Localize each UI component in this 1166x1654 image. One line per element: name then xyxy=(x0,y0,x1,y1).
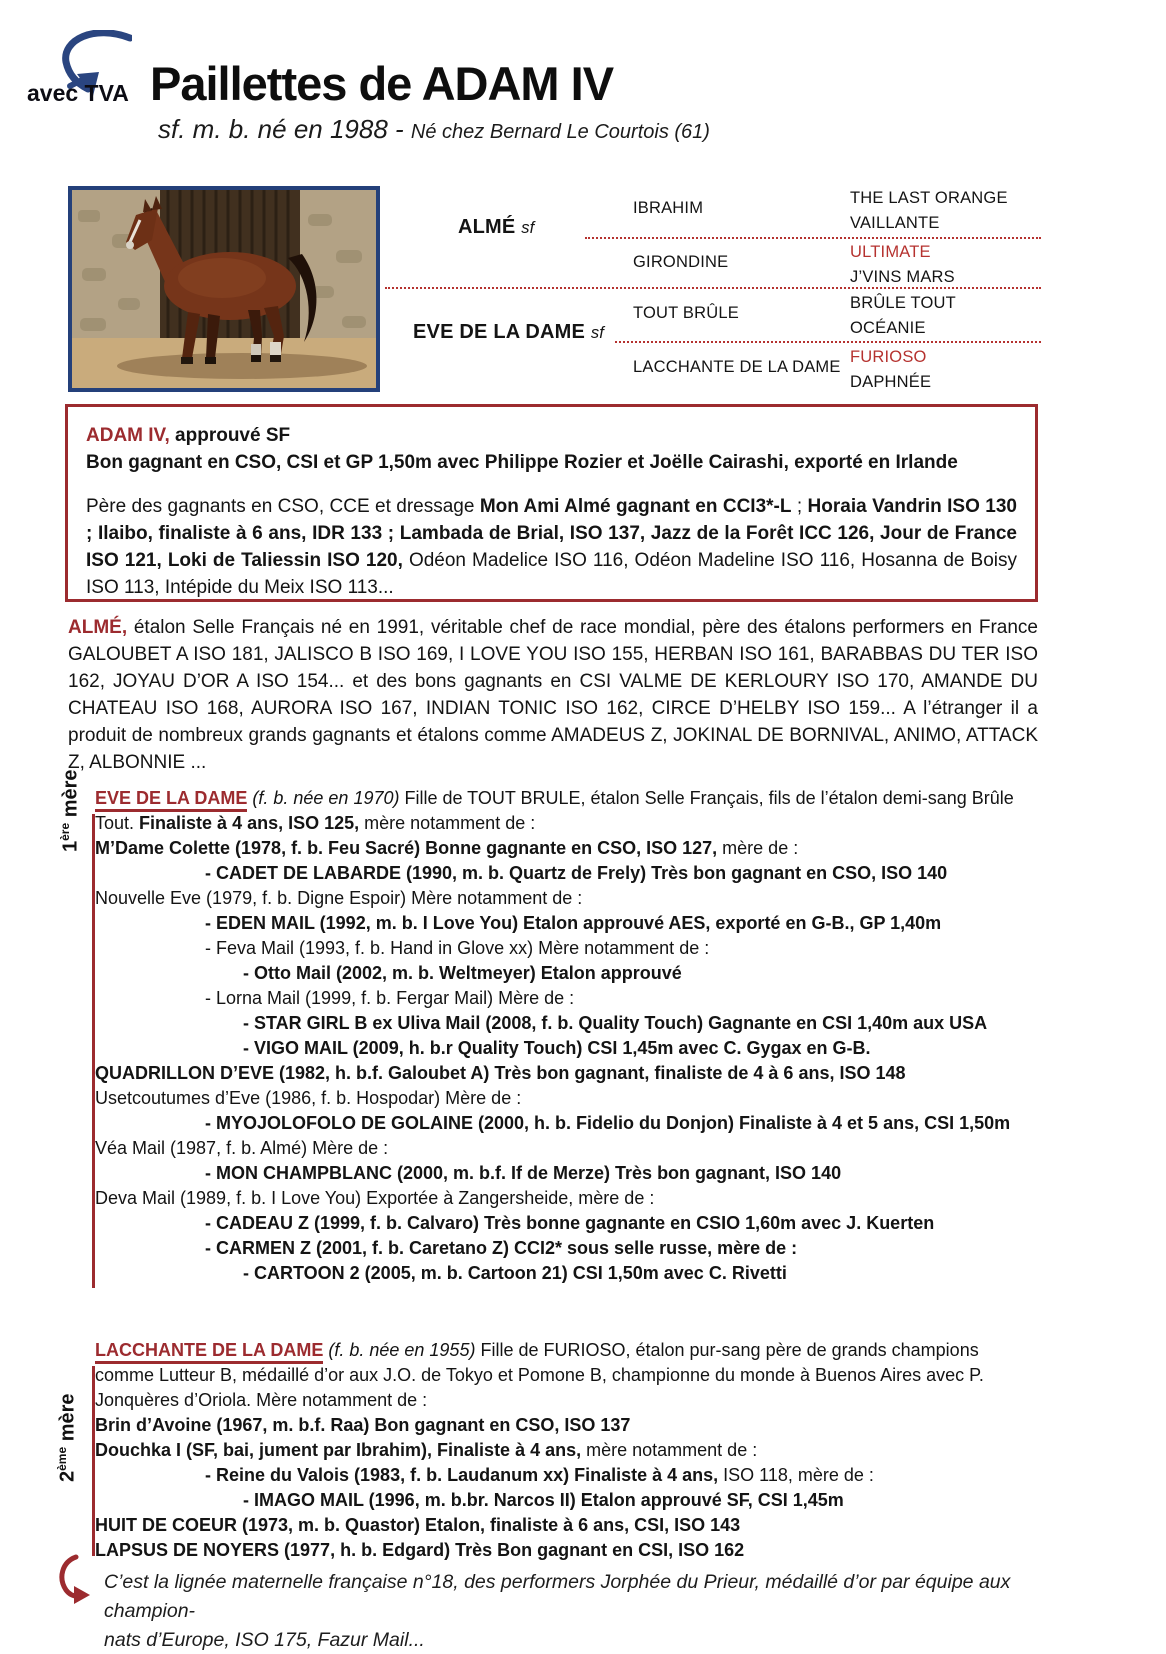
lineage-note-line2: nats d’Europe, ISO 175, Fazur Mail... xyxy=(104,1629,425,1651)
horse-photo-illustration xyxy=(72,190,376,388)
text-segment: - VIGO MAIL (2009, h. b.r Quality Touch) CSI 1,45m avec C. Gygax en G-B. xyxy=(243,1038,871,1058)
text-segment: - CARMEN Z (2001, f. b. Caretano Z) CCI2* sous selle russe, mère de : xyxy=(205,1238,798,1258)
progeny-line xyxy=(95,1061,1042,1086)
text-segment: Mon Ami Almé gagnant en CCI3*-L xyxy=(479,496,792,517)
text-segment: - CADET DE LABARDE (1990, m. b. Quartz de Frely) Très bon gagnant en CSO, ISO 140 xyxy=(205,863,948,883)
progeny-line xyxy=(95,1463,1042,1488)
pedigree-dam-sire: TOUT BRÛLE xyxy=(633,304,739,322)
progeny-line xyxy=(95,886,1042,911)
text-segment: ALMÉ, xyxy=(68,617,128,638)
label-ordinal: ème xyxy=(55,1446,69,1471)
pedigree-table xyxy=(385,183,1041,395)
text-segment: ISO 118, mère de : xyxy=(718,1465,874,1485)
progeny-line xyxy=(95,911,1042,936)
sire-studbook: sf xyxy=(521,219,535,237)
label-word: mère xyxy=(56,1393,79,1447)
progeny-line xyxy=(95,1011,1042,1036)
progeny-line xyxy=(95,1136,1042,1161)
dotted-divider xyxy=(385,287,1041,289)
progeny-summary xyxy=(86,493,1017,601)
text-segment: Brin d’Avoine (1967, m. b.f. Raa) Bon gagnant en CSO, ISO 137 xyxy=(95,1415,631,1435)
text-segment: Finaliste à 4 ans, ISO 125, xyxy=(139,813,360,833)
text-segment: Odéon Madelice ISO 116, Odéon Madeline ISO 116, Hosanna de Boisy ISO 113, Intépide du Meix ISO 113... xyxy=(86,550,1017,598)
horse-photo xyxy=(68,186,380,392)
progeny-line xyxy=(95,1413,1042,1438)
ancestor-name: OCÉANIE xyxy=(850,319,926,337)
text-segment: - EDEN MAIL (1992, m. b. I Love You) Etalon approuvé AES, exporté en G-B., GP 1,40m xyxy=(205,913,942,933)
label-ordinal: ère xyxy=(58,822,72,841)
text-segment: ; xyxy=(791,496,808,517)
progeny-line xyxy=(95,1186,1042,1211)
text-segment: HUIT DE COEUR (1973, m. b. Quastor) Etalon, finaliste à 6 ans, CSI, ISO 143 xyxy=(95,1515,741,1535)
text-segment: - IMAGO MAIL (1996, m. b.br. Narcos II) Etalon approuvé SF, CSI 1,45m xyxy=(243,1490,844,1510)
text-segment: Ilaibo, finaliste à 6 ans, IDR 133 ; Lambada de Brial, ISO 137, Jazz de la Forêt ICC 126, Jour de France ISO 121, Loki de Taliessin ISO 120, xyxy=(86,523,1017,571)
text-segment: - Feva Mail (1993, f. b. Hand in Glove xx) Mère notamment de : xyxy=(205,938,710,958)
dam-studbook: sf xyxy=(590,324,605,342)
lineage-note-line1: C’est la lignée maternelle française n°18, des performers Jorphée du Prieur, médaillé d’or par équipe aux champion- xyxy=(104,1571,1011,1622)
text-segment: Véa Mail (1987, f. b. Almé) Mère de : xyxy=(95,1138,389,1158)
dotted-divider xyxy=(585,237,1041,239)
text-segment: mère notamment de : xyxy=(581,1440,758,1460)
text-segment: Fille de FURIOSO, étalon pur-sang père de grands champions comme Lutteur B, médaillé d’or aux J.O. de Tokyo et Pomone B, championne du monde à Buenos Aires avec P. Jonquères d’Oriola. Mère notamment de : xyxy=(95,1340,984,1410)
ancestor-name-highlight: FURIOSO xyxy=(850,348,927,366)
progeny-line xyxy=(95,1261,1042,1286)
progeny-line xyxy=(95,1161,1042,1186)
text-segment: Usetcoutumes d’Eve (1986, f. b. Hospodar) Mère de : xyxy=(95,1088,522,1108)
text-segment: - Lorna Mail (1999, f. b. Fergar Mail) Mère de : xyxy=(205,988,575,1008)
text-segment: EVE DE LA DAME xyxy=(95,788,247,812)
pedigree-sire-sire: IBRAHIM xyxy=(633,199,704,217)
ancestor-name: BRÛLE TOUT xyxy=(850,294,956,312)
birth-info: sf. m. b. né en 1988 - xyxy=(158,114,411,144)
progeny-line xyxy=(95,1513,1042,1538)
text-segment: Fille de TOUT BRULE, étalon Selle Français, fils de l’étalon demi-sang Brûle Tout. xyxy=(95,788,1014,833)
text-segment: - CARTOON 2 (2005, m. b. Cartoon 21) CSI 1,50m avec C. Rivetti xyxy=(243,1263,787,1283)
progeny-line xyxy=(95,1488,1042,1513)
text-segment: - STAR GIRL B ex Uliva Mail (2008, f. b. Quality Touch) Gagnante en CSI 1,40m aux USA xyxy=(243,1013,988,1033)
ancestor-name: VAILLANTE xyxy=(850,214,940,232)
text-segment: Nouvelle Eve (1979, f. b. Digne Espoir) Mère notamment de : xyxy=(95,888,583,908)
text-segment: (f. b. née en 1970) xyxy=(252,788,400,808)
pedigree-dam xyxy=(413,321,604,344)
text-segment: Père des gagnants en CSO, CCE et dressage xyxy=(86,496,480,517)
progeny-line xyxy=(95,1236,1042,1261)
text-segment: (f. b. née en 1955) xyxy=(328,1340,476,1360)
approval-label: approuvé SF xyxy=(169,425,291,446)
second-dam-intro xyxy=(95,1338,1042,1413)
pedigree-gen3-cell xyxy=(850,345,931,395)
second-dam-section xyxy=(95,1338,1042,1563)
label-number: 2 xyxy=(56,1470,79,1482)
dotted-divider xyxy=(615,341,1041,343)
progeny-line xyxy=(95,1111,1042,1136)
breeder-info: Né chez Bernard Le Courtois (61) xyxy=(410,121,710,143)
text-segment: LAPSUS DE NOYERS (1977, h. b. Edgard) Très Bon gagnant en CSI, ISO 162 xyxy=(95,1540,745,1560)
ancestor-name-highlight: ULTIMATE xyxy=(850,243,931,261)
progeny-line xyxy=(95,961,1042,986)
text-segment: Douchka I (SF, bai, jument par Ibrahim), Finaliste à 4 ans, xyxy=(95,1440,582,1460)
pedigree-gen3-cell xyxy=(850,186,1008,236)
pedigree-gen3-cell xyxy=(850,240,955,290)
text-segment: - Otto Mail (2002, m. b. Weltmeyer) Etalon approuvé xyxy=(243,963,682,983)
first-dam-progeny xyxy=(95,836,1042,1286)
progeny-line xyxy=(95,1086,1042,1111)
lineage-note xyxy=(104,1568,1064,1654)
subtitle xyxy=(158,114,710,145)
text-segment: - Reine du Valois (1983, f. b. Laudanum xx) Finaliste à 4 ans, xyxy=(205,1465,719,1485)
stallion-name: ADAM IV, xyxy=(86,425,170,446)
pedigree-gen3-cell xyxy=(850,291,956,341)
text-segment: - MON CHAMPBLANC (2000, m. b.f. If de Merze) Très bon gagnant, ISO 140 xyxy=(205,1163,842,1183)
label-number: 1 xyxy=(59,840,82,852)
progeny-line xyxy=(95,1211,1042,1236)
progeny-line xyxy=(95,1538,1042,1563)
progeny-line xyxy=(95,861,1042,886)
stallion-summary-box xyxy=(65,404,1038,602)
text-segment: M’Dame Colette (1978, f. b. Feu Sacré) Bonne gagnante en CSO, ISO 127, xyxy=(95,838,718,858)
text-segment: QUADRILLON D’EVE (1982, h. b.f. Galoubet A) Très bon gagnant, finaliste de 4 à 6 ans, ISO 148 xyxy=(95,1063,906,1083)
second-dam-side-label xyxy=(55,1393,80,1482)
box-title-line xyxy=(86,422,1017,449)
dam-name: EVE DE LA DAME xyxy=(413,321,586,343)
text-segment: mère notamment de : xyxy=(359,813,536,833)
vat-label: avec TVA xyxy=(27,80,129,106)
progeny-line xyxy=(95,986,1042,1011)
page-title: Paillettes de ADAM IV xyxy=(150,57,614,110)
pedigree-sire-dam: GIRONDINE xyxy=(633,253,729,271)
progeny-line xyxy=(95,836,1042,861)
hook-arrow-icon xyxy=(56,1554,94,1604)
label-word: mère xyxy=(59,769,82,823)
pedigree-sire xyxy=(458,216,534,239)
ancestor-name: DAPHNÉE xyxy=(850,373,932,391)
text-segment: mère de : xyxy=(717,838,799,858)
pedigree-dam-dam: LACCHANTE DE LA DAME xyxy=(633,358,841,376)
ancestor-name: J’VINS MARS xyxy=(850,268,955,286)
progeny-line xyxy=(95,1036,1042,1061)
ancestor-name: THE LAST ORANGE xyxy=(850,189,1008,207)
sire-description xyxy=(68,614,1038,776)
first-dam-section xyxy=(95,786,1042,1286)
sire-name: ALMÉ xyxy=(458,216,516,238)
text-segment: Horaia Vandrin ISO 130 ; xyxy=(86,496,1017,544)
progeny-line xyxy=(95,1438,1042,1463)
text-segment: Deva Mail (1989, f. b. I Love You) Exportée à Zangersheide, mère de : xyxy=(95,1188,655,1208)
first-dam-side-label xyxy=(58,769,83,852)
first-dam-intro xyxy=(95,786,1042,836)
second-dam-progeny xyxy=(95,1413,1042,1563)
text-segment: étalon Selle Français né en 1991, véritable chef de race mondial, père des étalons performers en France GALOUBET A ISO 181, JALISCO B ISO 169, I LOVE YOU ISO 155, HERBAN ISO 161, BARABBAS DU TER ISO 162, JOYAU D’OR A ISO 154... et des bons gagnants en CSI VALME DE KERLOURY ISO 170, AMANDE DU CHATEAU ISO 168, AURORA ISO 167, INDIAN TONIC ISO 162, CIRCE D’HELBY ISO 159... A l’étranger il a produit de nombreux grands gagnants et étalons comme AMADEUS Z, JOKINAL DE BORNIVAL, ANIMO, ATTACK Z, ALBONNIE ... xyxy=(68,617,1038,773)
performance-line: Bon gagnant en CSO, CSI et GP 1,50m avec Philippe Rozier et Joëlle Cairashi, exporté en Irlande xyxy=(86,452,958,473)
text-segment: - CADEAU Z (1999, f. b. Calvaro) Très bonne gagnante en CSIO 1,60m avec J. Kuerten xyxy=(205,1213,935,1233)
text-segment: LACCHANTE DE LA DAME xyxy=(95,1340,323,1364)
progeny-line xyxy=(95,936,1042,961)
text-segment: - MYOJOLOFOLO DE GOLAINE (2000, h. b. Fidelio du Donjon) Finaliste à 4 et 5 ans, CSI 1,50m xyxy=(205,1113,1011,1133)
